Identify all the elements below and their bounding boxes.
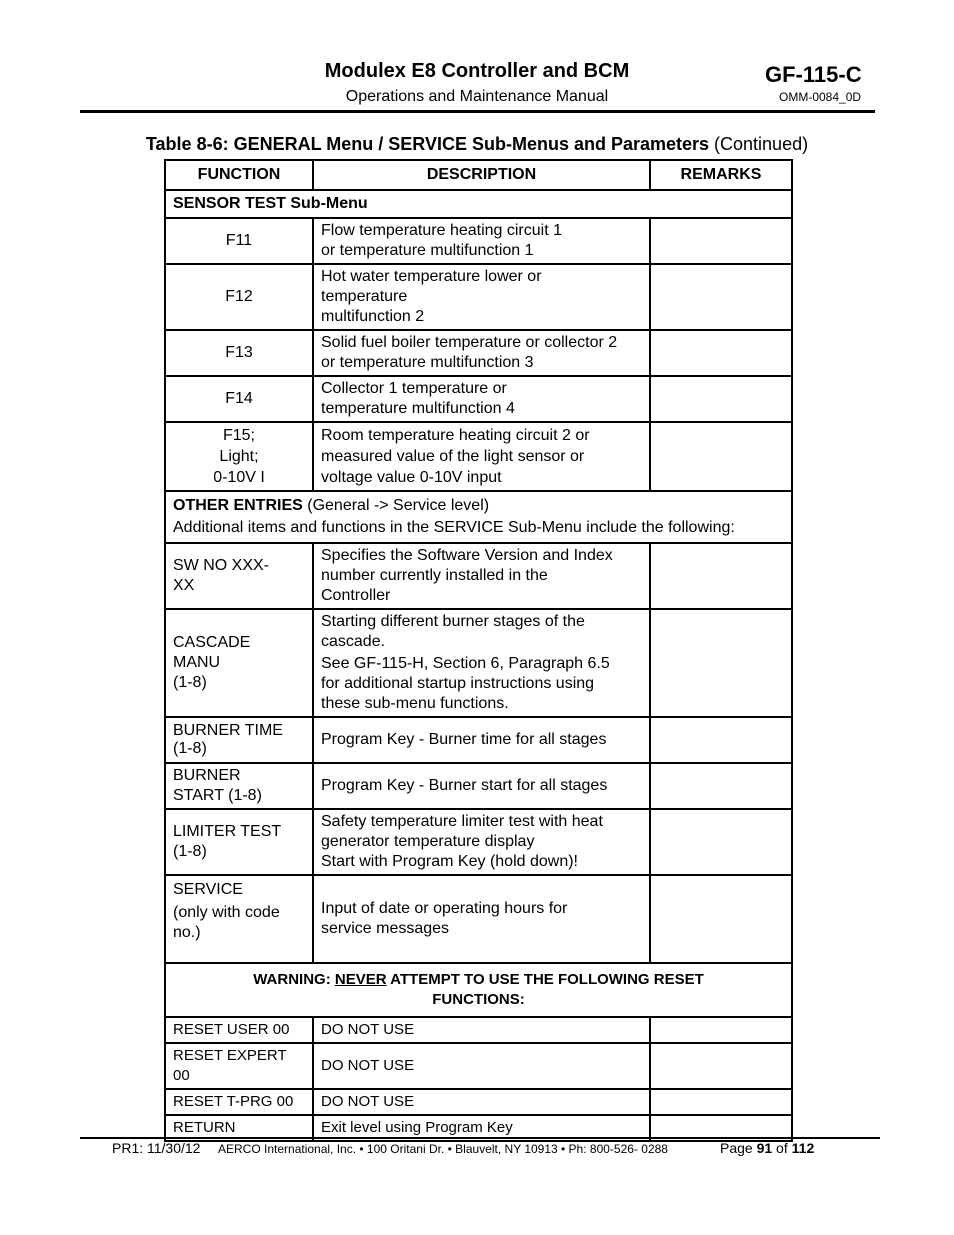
table-row	[165, 1017, 792, 1043]
remarks-cell	[650, 543, 792, 609]
table-header-row	[165, 160, 792, 190]
table-row	[165, 218, 792, 264]
table-caption-continued: (Continued)	[709, 134, 809, 154]
function-cell: RESET T-PRG 00	[165, 1089, 313, 1115]
function-cell: F14	[165, 376, 313, 422]
section-other-entries-level: (General -> Service level)	[302, 497, 490, 514]
remarks-cell	[650, 218, 792, 264]
remarks-cell	[650, 422, 792, 491]
table-row	[165, 717, 792, 763]
table-row	[165, 809, 792, 875]
table-row	[165, 609, 792, 717]
document-title: Modulex E8 Controller and BCM	[324, 60, 630, 82]
description-cell: DO NOT USE	[313, 1017, 650, 1043]
header-function: FUNCTION	[165, 160, 313, 190]
table-row	[165, 1043, 792, 1089]
remarks-cell	[650, 875, 792, 963]
reset-warning: WARNING: NEVER ATTEMPT TO USE THE FOLLOWING RESET FUNCTIONS:	[165, 963, 792, 1017]
description-cell: DO NOT USE	[313, 1089, 650, 1115]
function-cell: BURNER TIME (1-8)	[165, 717, 313, 763]
function-cell: F13	[165, 330, 313, 376]
remarks-cell	[650, 376, 792, 422]
remarks-cell	[650, 330, 792, 376]
description-cell: Solid fuel boiler temperature or collector 2 or temperature multifunction 3	[313, 330, 650, 376]
remarks-cell	[650, 264, 792, 330]
section-row	[165, 491, 792, 543]
function-cell: F11	[165, 218, 313, 264]
document-number: OMM-0084_0D	[779, 90, 862, 104]
header-remarks: REMARKS	[650, 160, 792, 190]
description-cell: Room temperature heating circuit 2 or measured value of the light sensor or voltage value 0-10V input	[313, 422, 650, 491]
warning-never: NEVER	[334, 971, 387, 988]
remarks-cell	[650, 1089, 792, 1115]
table-row	[165, 763, 792, 809]
table-row	[165, 543, 792, 609]
remarks-cell	[650, 1017, 792, 1043]
footer-divider	[80, 1137, 880, 1139]
section-sensor-test: SENSOR TEST Sub-Menu	[165, 190, 792, 218]
remarks-cell	[650, 717, 792, 763]
function-cell: SW NO XXX- XX	[165, 543, 313, 609]
header-divider	[80, 110, 875, 113]
table-row	[165, 422, 792, 491]
description-cell: Safety temperature limiter test with heat generator temperature display Start with Program Key (hold down)!	[313, 809, 650, 875]
description-cell: Flow temperature heating circuit 1 or temperature multifunction 1	[313, 218, 650, 264]
table-row	[165, 264, 792, 330]
table-row	[165, 875, 792, 963]
function-cell: F15; Light; 0-10V I	[165, 422, 313, 491]
function-cell: LIMITER TEST (1-8)	[165, 809, 313, 875]
function-cell: RETURN	[165, 1115, 313, 1141]
table-row	[165, 330, 792, 376]
document-code: GF-115-C	[765, 62, 862, 87]
description-cell: Program Key - Burner start for all stages	[313, 763, 650, 809]
table-row	[165, 1089, 792, 1115]
table-caption-bold: Table 8-6: GENERAL Menu / SERVICE Sub-Menus and Parameters	[145, 134, 710, 154]
parameters-table	[164, 159, 793, 1142]
remarks-cell	[650, 763, 792, 809]
table-row	[165, 376, 792, 422]
function-cell: RESET USER 00	[165, 1017, 313, 1043]
description-cell: DO NOT USE	[313, 1043, 650, 1089]
section-other-entries-title: OTHER ENTRIES	[173, 497, 303, 514]
section-other-entries-note: Additional items and functions in the SERVICE Sub-Menu include the following:	[173, 519, 735, 536]
description-cell: Specifies the Software Version and Index number currently installed in the Controller	[313, 543, 650, 609]
section-other-entries	[165, 491, 792, 543]
remarks-cell	[650, 809, 792, 875]
function-cell: SERVICE (only with code no.)	[165, 875, 313, 963]
section-row	[165, 190, 792, 218]
description-cell: Program Key - Burner time for all stages	[313, 717, 650, 763]
description-cell: Starting different burner stages of the cascade. See GF-115-H, Section 6, Paragraph 6.5 for additional startup instructions using these sub-menu functions.	[313, 609, 650, 717]
function-cell: CASCADE MANU (1-8)	[165, 609, 313, 717]
description-cell: Hot water temperature lower or temperature multifunction 2	[313, 264, 650, 330]
header-description: DESCRIPTION	[313, 160, 650, 190]
function-cell: F12	[165, 264, 313, 330]
function-cell: BURNER START (1-8)	[165, 763, 313, 809]
function-cell: RESET EXPERT 00	[165, 1043, 313, 1089]
description-cell: Exit level using Program Key	[313, 1115, 650, 1141]
remarks-cell	[650, 609, 792, 717]
table-caption	[0, 134, 954, 155]
document-subtitle: Operations and Maintenance Manual	[345, 88, 609, 105]
warning-row	[165, 963, 792, 1017]
footer-revision: PR1: 11/30/12	[112, 1140, 201, 1156]
description-cell: Input of date or operating hours for service messages	[313, 875, 650, 963]
footer-page-number: Page 91 of 112	[720, 1140, 815, 1156]
remarks-cell	[650, 1043, 792, 1089]
footer-company: AERCO International, Inc. • 100 Oritani Dr. • Blauvelt, NY 10913 • Ph: 800-526- 0288	[218, 1142, 668, 1156]
description-cell: Collector 1 temperature or temperature multifunction 4	[313, 376, 650, 422]
